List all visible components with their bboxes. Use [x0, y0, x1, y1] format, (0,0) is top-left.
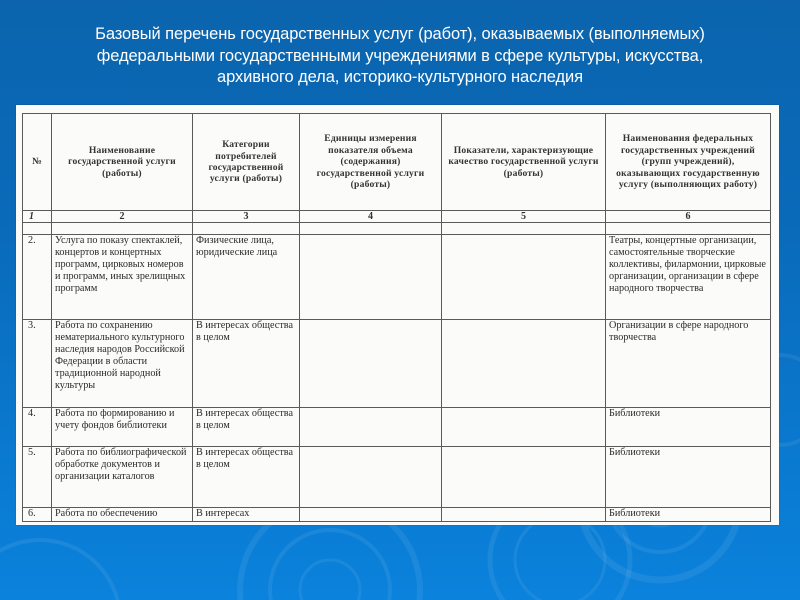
service-name: Работа по обеспечению [52, 508, 193, 522]
consumer-category: В интересах [193, 508, 300, 522]
column-number: 6 [606, 211, 771, 223]
row-number: 5. [23, 447, 52, 508]
volume-units [300, 235, 442, 320]
table-row [23, 235, 771, 320]
spacer-row [23, 223, 771, 235]
consumer-category: В интересах общества в целом [193, 408, 300, 447]
quality-indicators [442, 408, 606, 447]
volume-units [300, 408, 442, 447]
scanned-document [16, 105, 779, 525]
quality-indicators [442, 447, 606, 508]
quality-indicators [442, 508, 606, 522]
header-units: Единицы измерения показателя объема (содержания) государственной услуги (работы) [300, 114, 442, 211]
row-number: 3. [23, 320, 52, 408]
column-number: 4 [300, 211, 442, 223]
header-institutions: Наименования федеральных государственных учреждений (групп учреждений), оказывающих государственную услугу (выполняющих работу) [606, 114, 771, 211]
table-row [23, 447, 771, 508]
institutions: Организации в сфере народного творчества [606, 320, 771, 408]
service-name: Работа по сохранению нематериального культурного наследия народов Российской Федерации в области традиционной народной культуры [52, 320, 193, 408]
service-name: Услуга по показу спектаклей, концертов и концертных программ, цирковых номеров и программ, иных зрелищных программ [52, 235, 193, 320]
title-line: Базовый перечень государственных услуг (работ), оказываемых (выполняемых) [95, 25, 705, 43]
volume-units [300, 508, 442, 522]
institutions: Библиотеки [606, 508, 771, 522]
table-row [23, 508, 771, 522]
header-quality: Показатели, характеризующие качество государственной услуги (работы) [442, 114, 606, 211]
consumer-category: В интересах общества в целом [193, 320, 300, 408]
quality-indicators [442, 320, 606, 408]
institutions: Театры, концертные организации, самостоятельные творческие коллективы, филармонии, цирковые организации, организации в сфере народного творчества [606, 235, 771, 320]
header-consumers: Категории потребителей государственной услуги (работы) [193, 114, 300, 211]
row-number: 6. [23, 508, 52, 522]
column-number: 3 [193, 211, 300, 223]
table-row [23, 320, 771, 408]
quality-indicators [442, 235, 606, 320]
consumer-category: Физические лица, юридические лица [193, 235, 300, 320]
row-number: 4. [23, 408, 52, 447]
institutions: Библиотеки [606, 408, 771, 447]
institutions: Библиотеки [606, 447, 771, 508]
service-name: Работа по библиографической обработке документов и организации каталогов [52, 447, 193, 508]
column-number: 2 [52, 211, 193, 223]
service-name: Работа по формированию и учету фондов библиотеки [52, 408, 193, 447]
header-service: Наименование государственной услуги (работы) [52, 114, 193, 211]
table-row [23, 408, 771, 447]
volume-units [300, 320, 442, 408]
title-line: архивного дела, историко-культурного наследия [217, 68, 583, 86]
column-numbers-row [23, 211, 771, 223]
services-table [22, 113, 771, 522]
column-number: 5 [442, 211, 606, 223]
title-line: федеральными государственными учреждениями в сфере культуры, искусства, [96, 46, 704, 65]
volume-units [300, 447, 442, 508]
row-number: 2. [23, 235, 52, 320]
header-row [23, 114, 771, 211]
column-number: 1 [23, 211, 52, 223]
consumer-category: В интересах общества в целом [193, 447, 300, 508]
header-number: № [23, 114, 52, 211]
slide-title [30, 24, 770, 89]
